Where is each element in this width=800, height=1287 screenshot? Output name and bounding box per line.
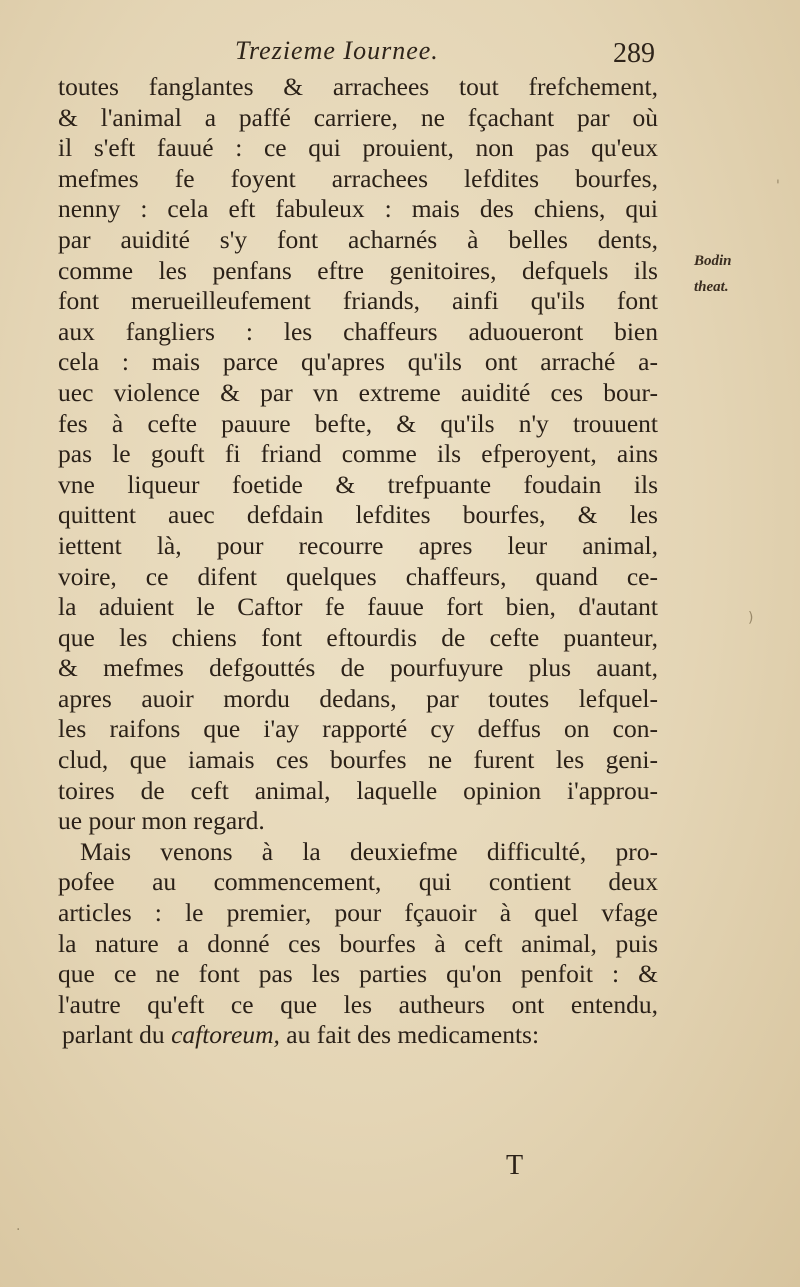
text-line: font merueilleufement friands, ainfi qu'ils font (58, 286, 658, 316)
text-line: aux fangliers : les chaffeurs aduoueront bien (58, 316, 658, 346)
text-line: uec violence & par vn extreme auidité ces bour- (58, 377, 658, 407)
catchword: T (506, 1150, 524, 1181)
italic-term: caftoreum, (171, 1020, 280, 1050)
margin-speck: ) (748, 610, 754, 626)
body-text (58, 72, 658, 1051)
text-line: & l'animal a paffé carriere, ne fçachant par où (58, 102, 658, 132)
page-header (60, 36, 660, 76)
marginal-note-author: Bodin (694, 253, 732, 269)
text-line: quittent auec defdain lefdites bourfes, & les (58, 500, 658, 530)
text-line: apres auoir mordu dedans, par toutes lefquel- (58, 683, 658, 713)
margin-speck: · (16, 1222, 21, 1238)
text-line: Mais venons à la deuxiefme difficulté, pro- (80, 836, 658, 866)
text-line: les raifons que i'ay rapporté cy deffus on con- (58, 714, 658, 744)
text-line: vne liqueur foetide & trefpuante foudain ils (58, 469, 658, 499)
text-line: mefmes fe foyent arrachees lefdites bourfes, (58, 163, 658, 193)
text-run: parlant du (62, 1020, 172, 1050)
text-line: pofee au commencement, qui contient deux (58, 867, 658, 897)
text-line: la aduient le Caftor fe fauue fort bien, d'autant (58, 592, 658, 622)
marginal-note (694, 248, 774, 300)
text-line: toutes fanglantes & arrachees tout frefchement, (58, 72, 658, 101)
page-number: 289 (613, 38, 655, 69)
text-line: pas le gouft fi friand comme ils efperoyent, ains (58, 439, 658, 469)
text-line: voire, ce difent quelques chaffeurs, quand ce- (58, 561, 658, 591)
text-line: par auidité s'y font acharnés à belles dents, (58, 224, 658, 254)
text-line: iettent là, pour recourre apres leur animal, (58, 530, 658, 560)
text-line: ue pour mon regard. (58, 806, 265, 836)
text-line: il s'eft fauué : ce qui prouient, non pas qu'eux (58, 133, 658, 163)
text-line: clud, que iamais ces bourfes ne furent les geni- (58, 745, 658, 775)
text-line: fes à cefte pauure befte, & qu'ils n'y trouuent (58, 408, 658, 438)
text-line: nenny : cela eft fabuleux : mais des chiens, qui (58, 194, 658, 224)
text-line: que ce ne font pas les parties qu'on penfoit : & (58, 959, 658, 989)
text-line: comme les penfans eftre genitoires, defquels ils (58, 255, 658, 285)
text-line: toires de ceft animal, laquelle opinion i'approu- (58, 775, 658, 805)
text-line-final (58, 1020, 658, 1051)
running-title: Trezieme Iournee. (235, 36, 439, 65)
text-line: & mefmes defgouttés de pourfuyure plus auant, (58, 653, 658, 683)
marginal-note-work: theat. (694, 279, 729, 295)
text-line: que les chiens font eftourdis de cefte puanteur, (58, 622, 658, 652)
text-line: articles : le premier, pour fçauoir à quel vfage (58, 898, 658, 928)
text-line: cela : mais parce qu'apres qu'ils ont arraché a- (58, 347, 658, 377)
margin-speck: ' (776, 178, 780, 194)
text-line: l'autre qu'eft ce que les autheurs ont entendu, (58, 989, 658, 1019)
text-run: au fait des medicaments: (279, 1020, 540, 1050)
text-line: la nature a donné ces bourfes à ceft animal, puis (58, 928, 658, 958)
